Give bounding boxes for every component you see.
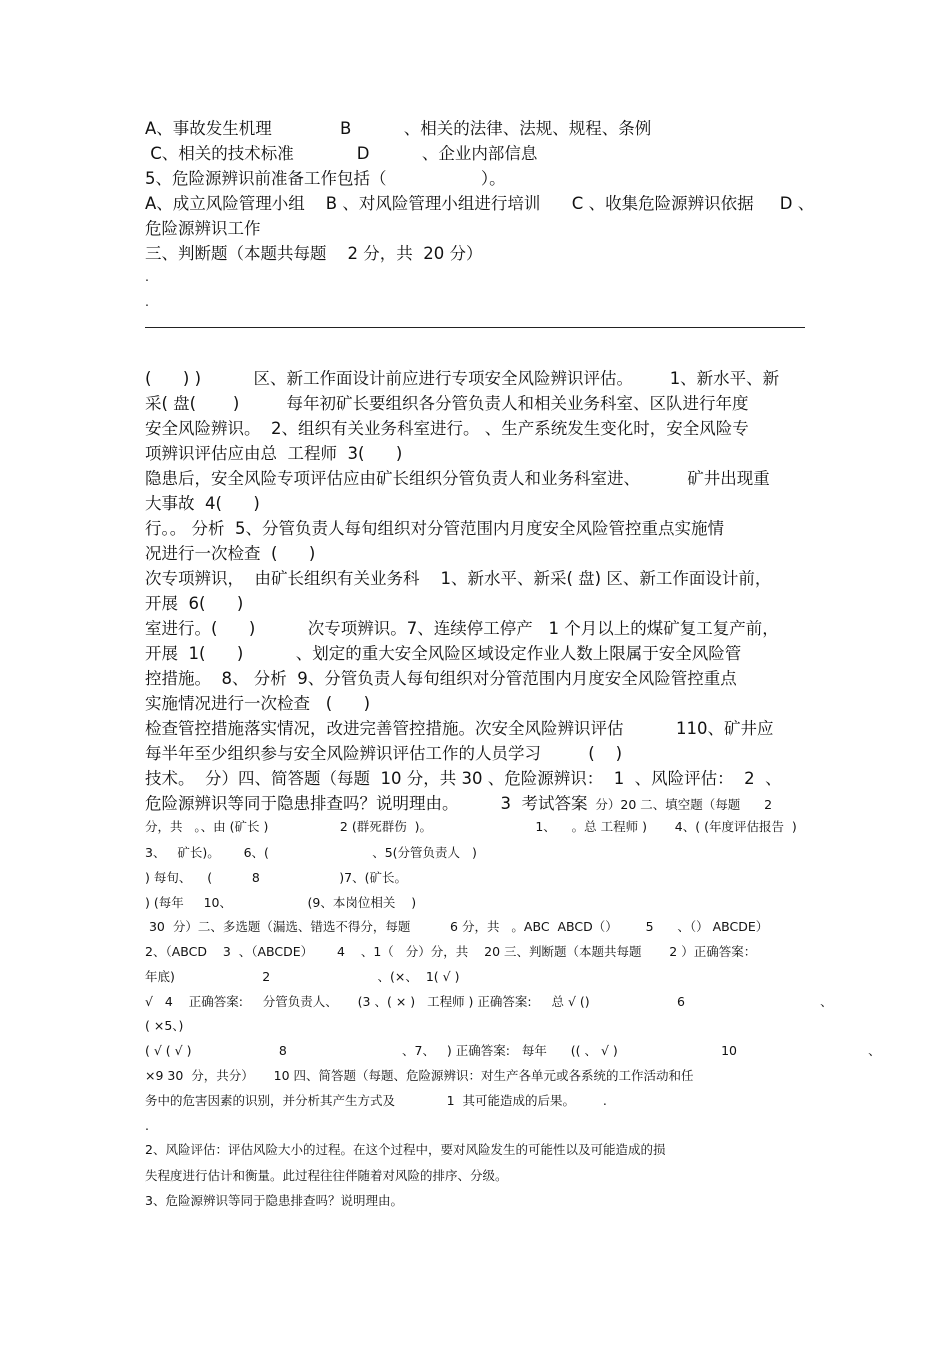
answer-line: 2、（ABCD 3 、（ABCDE） 4 、1（ 分）分，共 20 三、判断题（本题共每题 2 ）正确答案： — [145, 944, 757, 959]
text-line: 大事故 4( ) — [145, 494, 260, 513]
answer-line: ) 每旬、 ( 8 )7、(矿长。 — [145, 870, 407, 885]
text-line: 采( 盘( ) 每年初矿长要组织各分管负责人和相关业务科室、区队进行年度 — [145, 394, 749, 413]
text-line: 况进行一次检查 ( ) — [145, 544, 316, 563]
answer-line: 30 分）二、多选题（漏选、错选不得分，每题 6 分，共 。ABC ABCD（） 5 、（） ABCDE） — [145, 919, 769, 934]
text-line: 检查管控措施落实情况，改进完善管控措施。次安全风险辨识评估 110、矿井应 — [145, 719, 774, 738]
answer-line: 分，共 。、由 (矿长 ) 2 (群死群伤 )。 1、 。总 工程师 ) 4、( (年度评估报告 ) — [145, 819, 797, 834]
dot-marker: . — [145, 294, 149, 309]
text-line: 行。。 分析 5、分管负责人每旬组织对分管范围内月度安全风险管控重点实施情 — [145, 519, 724, 538]
question-line: 5、危险源辨识前准备工作包括（ ）。 — [145, 169, 506, 188]
answer-line: ( √ ( √ ) 8 、7、 ) 正确答案: 每年 (( 、 √ ) 10 、 — [145, 1043, 881, 1058]
answer-line: 3、危险源辨识等同于隐患排查吗？说明理由。 — [145, 1193, 403, 1208]
text-line: ( ) ) 区、新工作面设计前应进行专项安全风险辨识评估。 1、新水平、新 — [145, 369, 780, 388]
text-line: 每半年至少组织参与安全风险辨识评估工作的人员学习 ( ) — [145, 744, 623, 763]
answer-line: ×9 30 分，共分） 10 四、简答题（每题、危险源辨识：对生产各单元或各系统的工作活动和任 — [145, 1068, 694, 1083]
text-line: 项辨识评估应由总 工程师 3( ) — [145, 444, 403, 463]
option-line: C、相关的技术标准 D 、企业内部信息 — [145, 144, 538, 163]
answer-line: 2、风险评估：评估风险大小的过程。在这个过程中，要对风险发生的可能性以及可能造成的损 — [145, 1142, 666, 1157]
option-line: A、成立风险管理小组 B 、对风险管理小组进行培训 C 、收集危险源辨识依据 D 、 — [145, 194, 815, 213]
answer-line: ) (每年 10、 (9、本岗位相关 ) — [145, 895, 417, 910]
text-line: 开展 6( ) — [145, 594, 244, 613]
answer-line: √ 4 正确答案: 分管负责人、 (3 、( × ) 工程师 ) 正确答案: 总 √ () 6 、 — [145, 994, 833, 1009]
text-line-main: 危险源辨识等同于隐患排查吗？说明理由。 3 考试答案 — [145, 794, 588, 813]
text-line: 开展 1( ) 、划定的重大安全风险区域设定作业人数上限属于安全风险管 — [145, 644, 742, 663]
answer-line: 务中的危害因素的识别，并分析其产生方式及 1 其可能造成的后果。 . — [145, 1093, 607, 1108]
option-line: 危险源辨识工作 — [145, 219, 261, 238]
answer-line: 3、 矿长)。 6、( 、5(分管负责人 ) — [145, 845, 477, 860]
text-line: 控措施。 8、 分析 9、分管负责人每旬组织对分管范围内月度安全风险管控重点 — [145, 669, 737, 688]
text-line: 安全风险辨识。 2、组织有关业务科室进行。 、生产系统发生变化时，安全风险专 — [145, 419, 749, 438]
text-line — [145, 796, 772, 813]
text-line-tail: 分）20 二、填空题（每题 2 — [587, 797, 773, 812]
answer-line: 失程度进行估计和衡量。此过程往往伴随着对风险的排序、分级。 — [145, 1168, 508, 1183]
dot-marker: . — [145, 269, 149, 284]
text-line: 隐患后，安全风险专项评估应由矿长组织分管负责人和业务科室进、 矿井出现重 — [145, 469, 770, 488]
text-line: 次专项辨识， 由矿长组织有关业务科 1、新水平、新采( 盘) 区、新工作面设计前， — [145, 569, 772, 588]
answer-line: 年底) 2 、(×、 1( √ ) — [145, 969, 460, 984]
text-line: 室进行。( ) 次专项辨识。7、连续停工停产 1 个月以上的煤矿复工复产前， — [145, 619, 779, 638]
horizontal-rule — [145, 327, 805, 328]
text-line: 实施情况进行一次检查 ( ) — [145, 694, 371, 713]
text-line: 技术。 分）四、简答题（每题 10 分，共 30 、危险源辨识： 1 、风险评估： 2 、 — [145, 769, 782, 788]
section-heading: 三、判断题（本题共每题 2 分，共 20 分） — [145, 244, 483, 263]
answer-line: . — [145, 1118, 149, 1133]
option-line: A、事故发生机理 B 、相关的法律、法规、规程、条例 — [145, 119, 652, 138]
answer-line: ( ×5、) — [145, 1018, 184, 1033]
